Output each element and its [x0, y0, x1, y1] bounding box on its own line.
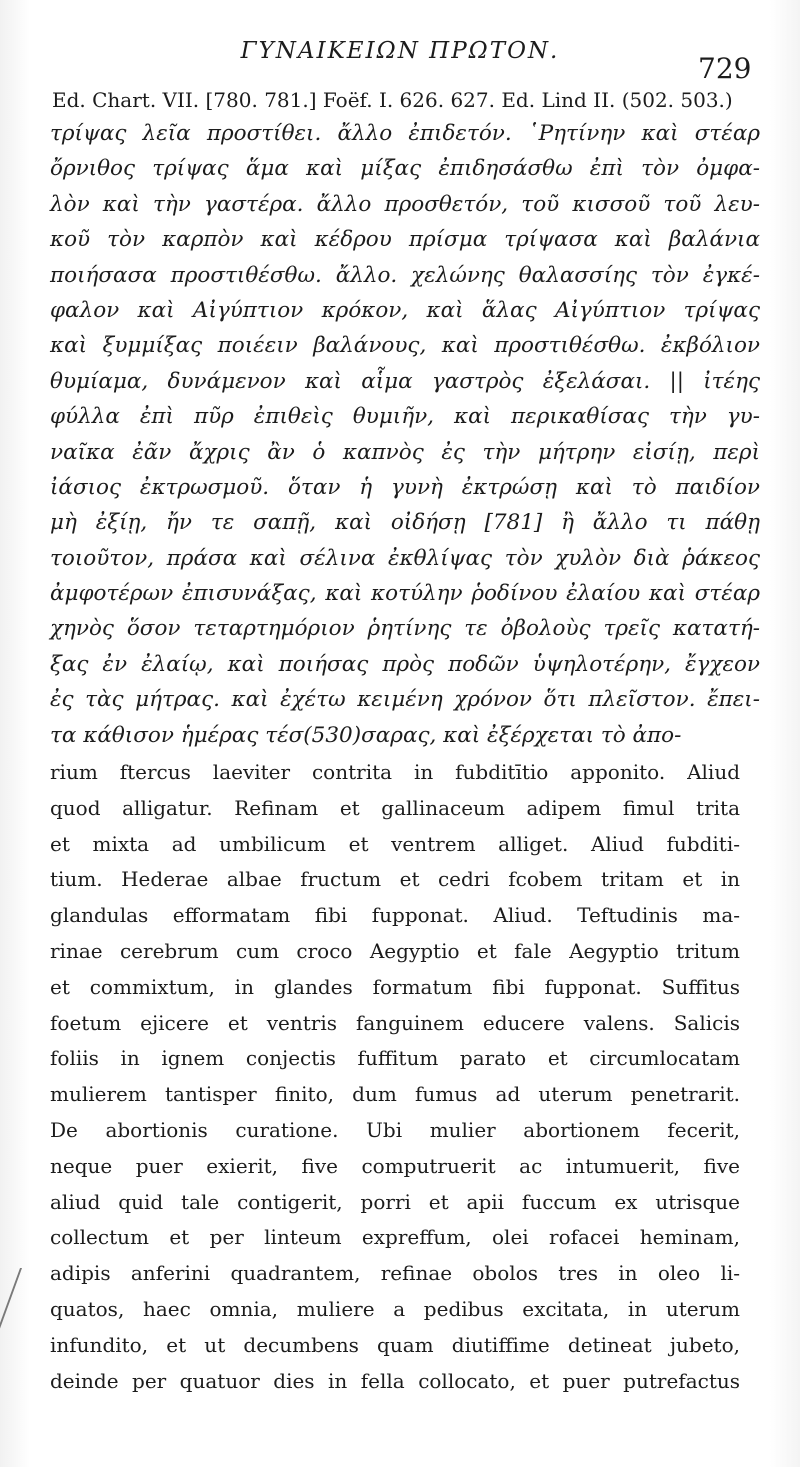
latin-line: rium ftercus laeviter contrita in fubditītio apponito. Aliud	[50, 760, 740, 784]
greek-line: ξας ἐν ἐλαίῳ, καὶ ποιήσας πρὸς ποδῶν ὑψηλοτέρην, ἔγχεον	[50, 651, 760, 677]
latin-line: et commixtum, in glandes formatum fibi fupponat. Suffitus	[50, 974, 740, 999]
greek-line: θυμίαμα, δυνάμενον καὶ αἷμα γαστρὸς ἐξελάσαι. || ἰτέης	[50, 368, 760, 394]
greek-line: ἰάσιος ἐκτρωσμοῦ. ὅταν ἡ γυνὴ ἐκτρώσῃ καὶ τὸ παιδίον	[50, 474, 760, 500]
greek-line: καὶ ξυμμίξας ποιέειν βαλάνους, καὶ προστιθέσθω. ἐκβόλιον	[50, 333, 760, 359]
latin-line: rinae cerebrum cum croco Aegyptio et fale Aegyptio tritum	[50, 938, 740, 963]
greek-line: ἐς τὰς μήτρας. καὶ ἐχέτω κειμένη χρόνον ὅτι πλεῖστον. ἔπει-	[50, 687, 760, 713]
greek-line: ὄρνιθος τρίψας ἅμα καὶ μίξας ἐπιδησάσθω ἐπὶ τὸν ὀμφα-	[50, 156, 760, 182]
latin-line: collectum et per linteum expreffum, olei rofacei heminam,	[50, 1225, 740, 1250]
latin-line: tium. Hederae albae fructum et cedri fcobem tritam et in	[50, 867, 740, 892]
greek-line: τοιοῦτον, πράσα καὶ σέλινα ἐκθλίψας τὸν χυλὸν διὰ ῥάκεος	[50, 545, 760, 571]
greek-line: φύλλα ἐπὶ πῦρ ἐπιθεὶς θυμιῆν, καὶ περικαθίσας τὴν γυ-	[50, 404, 760, 430]
greek-text-block	[50, 116, 760, 753]
running-title: ΓΥΝΑΙΚΕΙΩΝ ΠΡΩΤΟΝ.	[240, 38, 560, 64]
greek-line: μὴ ἐξίῃ, ἤν τε σαπῇ, καὶ οἰδήσῃ [781] ἢ ἄλλο τι πάθῃ	[50, 510, 760, 536]
latin-text-block	[50, 755, 740, 1399]
greek-line: χηνὸς ὅσον τεταρτημόριον ῥητίνης τε ὀβολοὺς τρεῖς κατατή-	[50, 616, 760, 642]
greek-line: φαλον καὶ Αἰγύπτιον κρόκον, καὶ ἅλας Αἰγύπτιον τρίψας	[50, 297, 760, 323]
greek-line: κοῦ τὸν καρπὸν καὶ κέδρου πρίσμα τρίψασα καὶ βαλάνια	[50, 227, 760, 253]
greek-line: ναῖκα ἐᾶν ἄχρις ἂν ὁ καπνὸς ἐς τὴν μήτρην εἰσίῃ, περὶ	[50, 439, 760, 465]
edition-reference: Ed. Chart. VII. [780. 781.] Foëf. I. 626. 627. Ed. Lind II. (502. 503.)	[52, 88, 733, 112]
latin-line: neque puer exierit, five computruerit ac intumuerit, five	[50, 1153, 740, 1178]
latin-line: glandulas efformatam fibi fupponat. Aliud. Teftudinis ma-	[50, 903, 740, 928]
latin-line: quatos, haec omnia, muliere a pedibus excitata, in uterum	[50, 1296, 740, 1321]
page-number: 729	[698, 52, 752, 85]
greek-line: λὸν καὶ τὴν γαστέρα. ἄλλο προσθετόν, τοῦ κισσοῦ τοῦ λευ-	[50, 191, 760, 217]
latin-line: deinde per quatuor dies in fella collocato, et puer putrefactus	[50, 1368, 740, 1393]
latin-line: infundito, et ut decumbens quam diutiffime detineat jubeto,	[50, 1332, 740, 1357]
latin-line: foetum ejicere et ventris fanguinem educere valens. Salicis	[50, 1010, 740, 1035]
greek-line: ἀμφοτέρων ἐπισυνάξας, καὶ κοτύλην ῥοδίνου ἐλαίου καὶ στέαρ	[50, 581, 760, 607]
latin-line: quod alligatur. Refinam et gallinaceum adipem fimul trita	[50, 795, 740, 820]
latin-line: De abortionis curatione. Ubi mulier abortionem fecerit,	[50, 1117, 740, 1142]
latin-line: mulierem tantisper finito, dum fumus ad uterum penetrarit.	[50, 1082, 740, 1107]
greek-line: τα κάθισον ἡμέρας τέσ(530)σαρας, καὶ ἐξέρχεται τὸ ἀπο-	[50, 722, 682, 748]
latin-line: et mixta ad umbilicum et ventrem alliget. Aliud fubditi-	[50, 831, 740, 856]
latin-line: aliud quid tale contigerit, porri et apii fuccum ex utrisque	[50, 1189, 740, 1214]
greek-line: τρίψας λεῖα προστίθει. ἄλλο ἐπιδετόν. ῾Ρητίνην καὶ στέαρ	[50, 121, 760, 146]
latin-line: foliis in ignem conjectis fuffitum parato et circumlocatam	[50, 1046, 740, 1071]
latin-line: adipis anferini quadrantem, refinae obolos tres in oleo li-	[50, 1261, 740, 1286]
greek-line: ποιήσασα προστιθέσθω. ἄλλο. χελώνης θαλασσίης τὸν ἐγκέ-	[50, 262, 760, 288]
